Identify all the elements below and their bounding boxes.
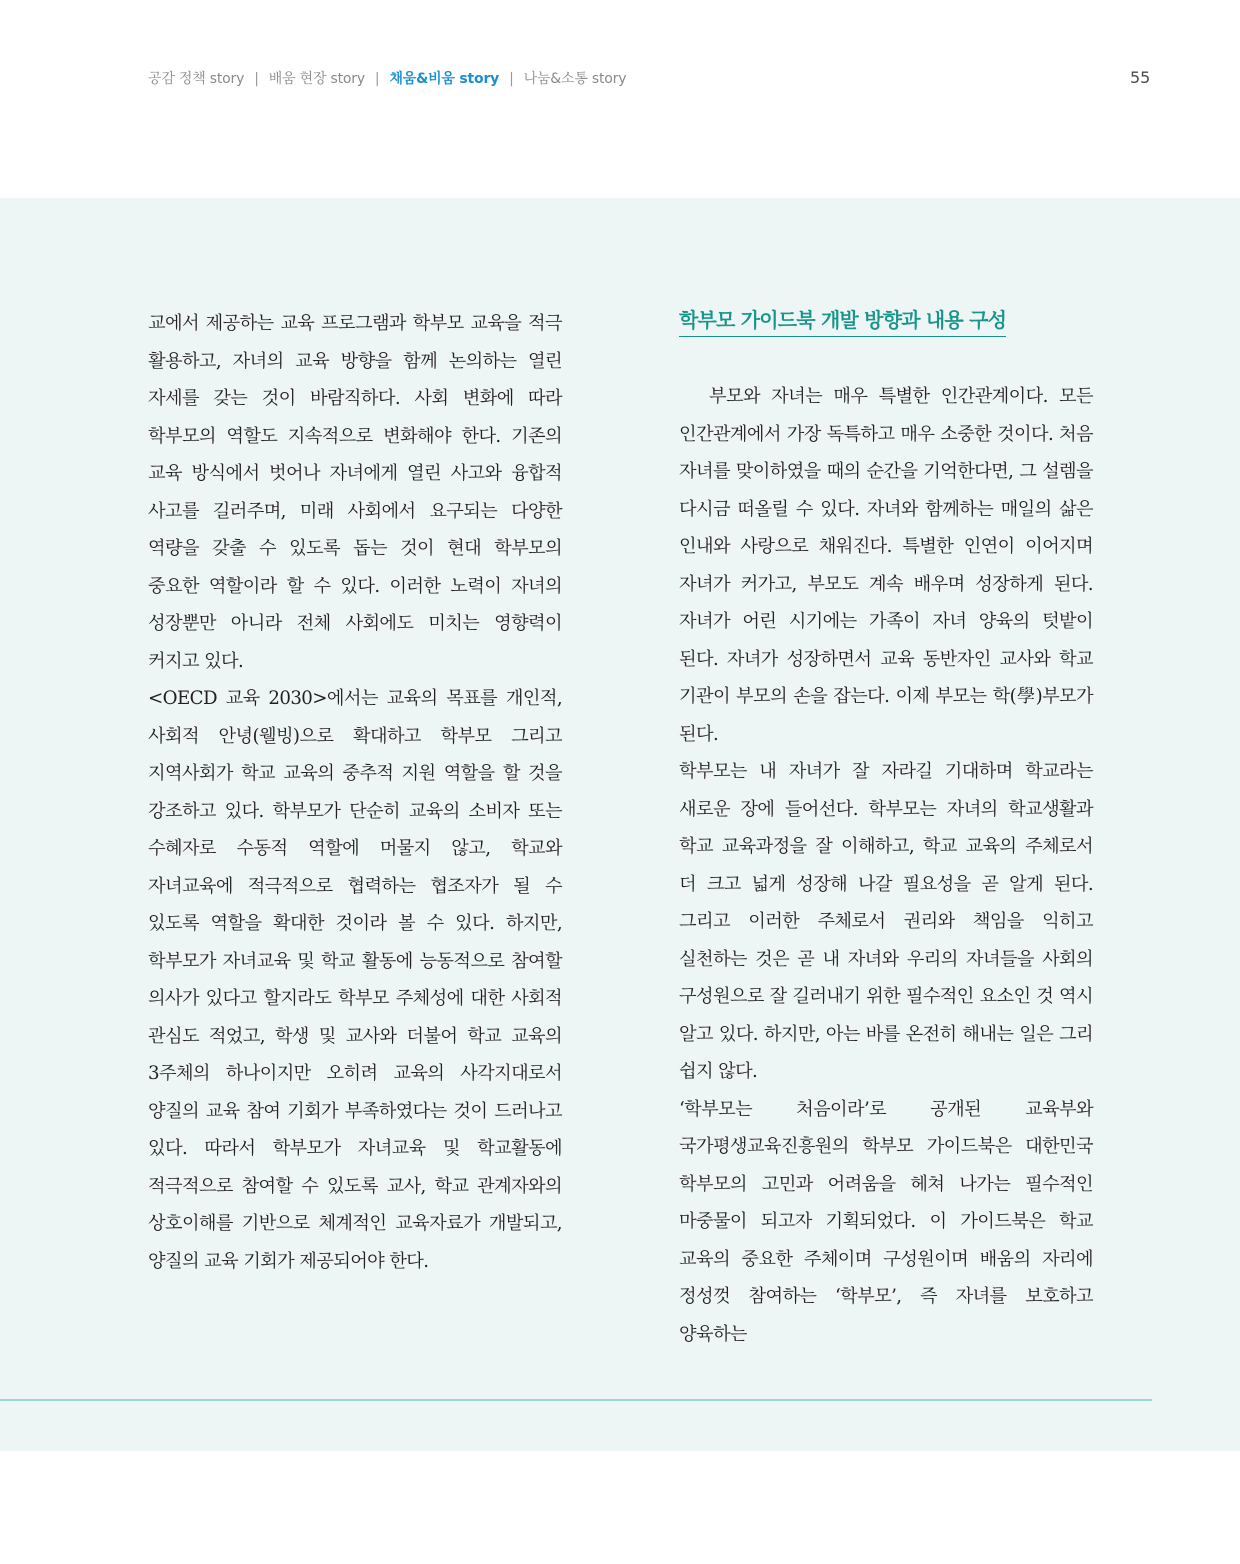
- left-column: [148, 305, 562, 1280]
- section-navigation: [148, 68, 626, 88]
- nav-item-fill-empty-story-active: 채움&비움 story: [389, 71, 500, 87]
- nav-item-learning-field-story: 배움 현장 story: [268, 71, 365, 87]
- nav-separator: |: [509, 71, 514, 87]
- right-column: [679, 305, 1093, 1353]
- nav-separator: |: [374, 71, 380, 87]
- nav-separator: |: [254, 71, 259, 87]
- bottom-divider: [0, 1399, 1152, 1401]
- body-paragraph: ‘학부모는 처음이라’로 공개된 교육부와 국가평생교육진흥원의 학부모 가이드북은 대한민국 학부모의 고민과 어려움을 헤쳐 나가는 필수적인 마중물이 되고자 기획되었다. 이 가이드북은 학교 교육의 중요한 주체이며 구성원이며 배움의 자리에 정성껏 참여하는 ‘학부모’, 즉 자녀를 보호하고 양육하는: [679, 1098, 1093, 1345]
- body-paragraph: <OECD 교육 2030>에서는 교육의 목표를 개인적, 사회적 안녕(웰빙)으로 확대하고 학부모 그리고 지역사회가 학교 교육의 중추적 지원 역할을 할 것을 강조하고 있다. 학부모가 단순히 교육의 소비자 또는 수혜자로 수동적 역할에 머물지 않고, 학교와 자녀교육에 적극적으로 협력하는 협조자가 될 수 있도록 역할을 확대한 것이라 볼 수 있다. 하지만, 학부모가 자녀교육 및 학교 활동에 능동적으로 참여할 의사가 있다고 할지라도 학부모 주체성에 대한 사회적 관심도 적었고, 학생 및 교사와 더불어 학교 교육의 3주체의 하나이지만 오히려 교육의 사각지대로서 양질의 교육 참여 기회가 부족하였다는 것이 드러나고 있다. 따라서 학부모가 자녀교육 및 학교활동에 적극적으로 참여할 수 있도록 교사, 학교 관계자와의 상호이해를 기반으로 체계적인 교육자료가 개발되고, 양질의 교육 기회가 제공되어야 한다.: [148, 688, 562, 1272]
- nav-item-share-communicate-story: 나눔&소통 story: [523, 71, 627, 87]
- body-paragraph: 학부모는 내 자녀가 잘 자라길 기대하며 학교라는 새로운 장에 들어선다. 학부모는 자녀의 학교생활과 학교 교육과정을 잘 이해하고, 학교 교육의 주체로서 더 크고 넓게 성장해 나갈 필요성을 곧 알게 된다. 그리고 이러한 주체로서 권리와 책임을 익히고 실천하는 것은 곧 내 자녀와 우리의 자녀들을 사회의 구성원으로 잘 길러내기 위한 필수적인 요소인 것 역시 알고 있다. 하지만, 아는 바를 온전히 해내는 일은 그리 쉽지 않다.: [679, 761, 1093, 1082]
- body-paragraph: 교에서 제공하는 교육 프로그램과 학부모 교육을 적극 활용하고, 자녀의 교육 방향을 함께 논의하는 열린 자세를 갖는 것이 바람직하다. 사회 변화에 따라 학부모의 역할도 지속적으로 변화해야 한다. 기존의 교육 방식에서 벗어나 자녀에게 열린 사고와 융합적 사고를 길러주며, 미래 사회에서 요구되는 다양한 역량을 갖출 수 있도록 돕는 것이 현대 학부모의 중요한 역할이라 할 수 있다. 이러한 노력이 자녀의 성장뿐만 아니라 전체 사회에도 미치는 영향력이 커지고 있다.: [148, 313, 562, 672]
- nav-item-policy-story: 공감 정책 story: [148, 71, 245, 87]
- body-paragraph: 부모와 자녀는 매우 특별한 인간관계이다. 모든 인간관계에서 가장 독특하고 매우 소중한 것이다. 처음 자녀를 맞이하였을 때의 순간을 기억한다면, 그 설렘을 다시금 떠올릴 수 있다. 자녀와 함께하는 매일의 삶은 인내와 사랑으로 채워진다. 특별한 인연이 이어지며 자녀가 커가고, 부모도 계속 배우며 성장하게 된다. 자녀가 어린 시기에는 가족이 자녀 양육의 텃밭이 된다. 자녀가 성장하면서 교육 동반자인 교사와 학교 기관이 부모의 손을 잡는다. 이제 부모는 학(學)부모가 된다.: [679, 386, 1093, 745]
- page-number: 55: [1130, 68, 1151, 87]
- section-title: 학부모 가이드북 개발 방향과 내용 구성: [679, 305, 1006, 337]
